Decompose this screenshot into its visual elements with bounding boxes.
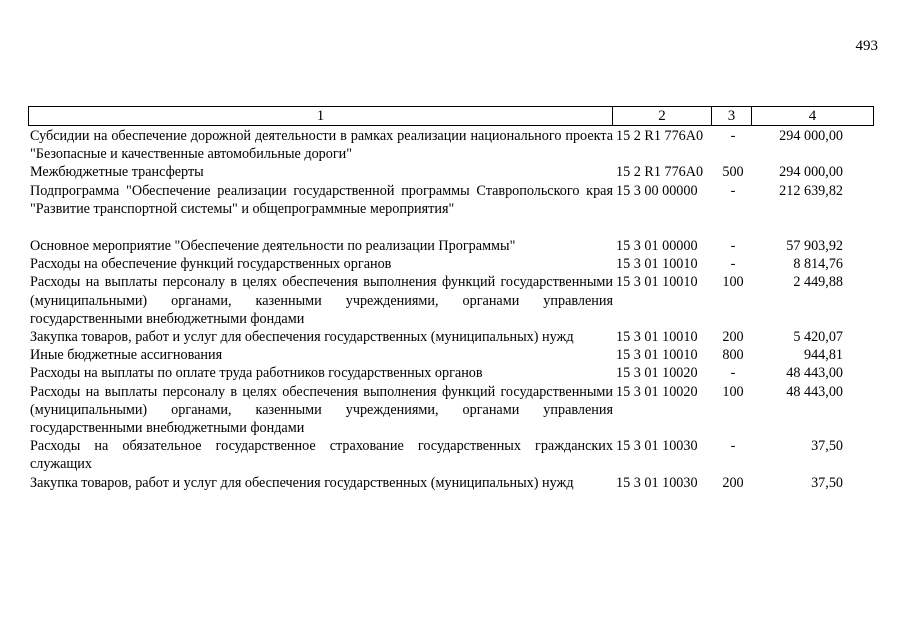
page-number: 493 bbox=[855, 38, 878, 54]
table-row bbox=[30, 182, 876, 218]
table-row bbox=[30, 474, 876, 492]
row-sum: 2 449,88 bbox=[793, 274, 843, 291]
table-row bbox=[30, 437, 876, 473]
row-name: Субсидии на обеспечение дорожной деятельности в рамках реализации национального проекта "Безопасные и качественные автомобильные дороги" bbox=[30, 128, 613, 163]
row-sum: 8 814,76 bbox=[793, 256, 843, 273]
row-type: 200 bbox=[722, 329, 744, 346]
row-sum: 37,50 bbox=[811, 438, 843, 455]
row-type: - bbox=[730, 256, 736, 273]
row-type: - bbox=[730, 365, 736, 382]
row-type: - bbox=[730, 128, 736, 144]
table-row bbox=[30, 237, 876, 255]
row-name: Расходы на обеспечение функций государственных органов bbox=[30, 256, 392, 273]
row-code: 15 3 00 00000 bbox=[616, 182, 698, 199]
table-row bbox=[30, 273, 876, 328]
row-type: - bbox=[730, 438, 736, 455]
row-name: Расходы на выплаты персоналу в целях обеспечения выполнения функций государственными (муниципальными) органами, казенными учреждениями, органами управления государственными внебюджетными фондами bbox=[30, 274, 613, 327]
table-header bbox=[28, 106, 874, 126]
row-type: 100 bbox=[722, 383, 744, 400]
row-type: - bbox=[730, 182, 736, 199]
row-name: Иные бюджетные ассигнования bbox=[30, 347, 223, 364]
table-row bbox=[30, 163, 876, 181]
table-row bbox=[30, 255, 876, 273]
row-name: Основное мероприятие "Обеспечение деятельности по реализации Программы" bbox=[30, 238, 516, 255]
row-sum: 48 443,00 bbox=[786, 365, 843, 382]
row-name: Расходы на выплаты персоналу в целях обеспечения выполнения функций государственными (муниципальными) органами, казенными учреждениями, органами управления государственными внебюджетными фондами bbox=[30, 383, 613, 437]
row-code: 15 3 01 10030 bbox=[616, 474, 698, 491]
row-code: 15 2 R1 776А0 bbox=[616, 128, 704, 144]
row-name: Закупка товаров, работ и услуг для обеспечения государственных (муниципальных) нужд bbox=[30, 329, 574, 346]
row-type: 500 bbox=[722, 164, 744, 181]
header-col-1: 1 bbox=[29, 107, 613, 125]
row-sum: 944,81 bbox=[803, 347, 843, 364]
table-row bbox=[30, 127, 876, 163]
row-code: 15 3 01 10020 bbox=[616, 365, 698, 382]
row-gap bbox=[30, 218, 876, 237]
row-name: Межбюджетные трансферты bbox=[30, 164, 204, 181]
row-code: 15 3 01 10010 bbox=[616, 274, 698, 291]
table-row bbox=[30, 346, 876, 364]
header-col-4: 4 bbox=[808, 107, 817, 124]
row-type: 100 bbox=[722, 274, 744, 291]
row-name: Расходы на выплаты по оплате труда работников государственных органов bbox=[30, 365, 483, 382]
row-code: 15 3 01 10030 bbox=[616, 438, 698, 455]
row-type: 800 bbox=[722, 347, 744, 364]
row-sum: 212 639,82 bbox=[779, 182, 843, 199]
row-sum: 37,50 bbox=[811, 474, 843, 491]
row-code: 15 3 01 10020 bbox=[616, 383, 698, 400]
table-row bbox=[30, 364, 876, 382]
header-col-3: 3 bbox=[712, 107, 752, 125]
row-code: 15 3 01 10010 bbox=[616, 329, 698, 346]
row-code: 15 3 01 10010 bbox=[616, 347, 698, 364]
row-sum: 294 000,00 bbox=[779, 128, 843, 144]
row-name: Закупка товаров, работ и услуг для обеспечения государственных (муниципальных) нужд bbox=[30, 474, 574, 491]
row-sum: 48 443,00 bbox=[786, 383, 843, 400]
row-sum: 5 420,07 bbox=[793, 329, 843, 346]
table-row bbox=[30, 383, 876, 438]
row-code: 15 3 01 10010 bbox=[616, 256, 698, 273]
header-col-2: 2 bbox=[613, 107, 712, 125]
row-type: 200 bbox=[722, 474, 744, 491]
row-sum: 57 903,92 bbox=[786, 238, 843, 255]
row-name: Расходы на обязательное государственное страхование государственных гражданских служащих bbox=[30, 438, 613, 473]
row-code: 15 3 01 00000 bbox=[616, 238, 698, 255]
row-sum: 294 000,00 bbox=[779, 164, 843, 181]
row-type: - bbox=[730, 238, 736, 255]
row-code: 15 2 R1 776А0 bbox=[616, 164, 704, 181]
table-body bbox=[30, 127, 876, 492]
table-row bbox=[30, 328, 876, 346]
row-name: Подпрограмма "Обеспечение реализации государственной программы Ставропольского края "Развитие транспортной системы" и общепрограммные мероприятия" bbox=[30, 182, 613, 217]
